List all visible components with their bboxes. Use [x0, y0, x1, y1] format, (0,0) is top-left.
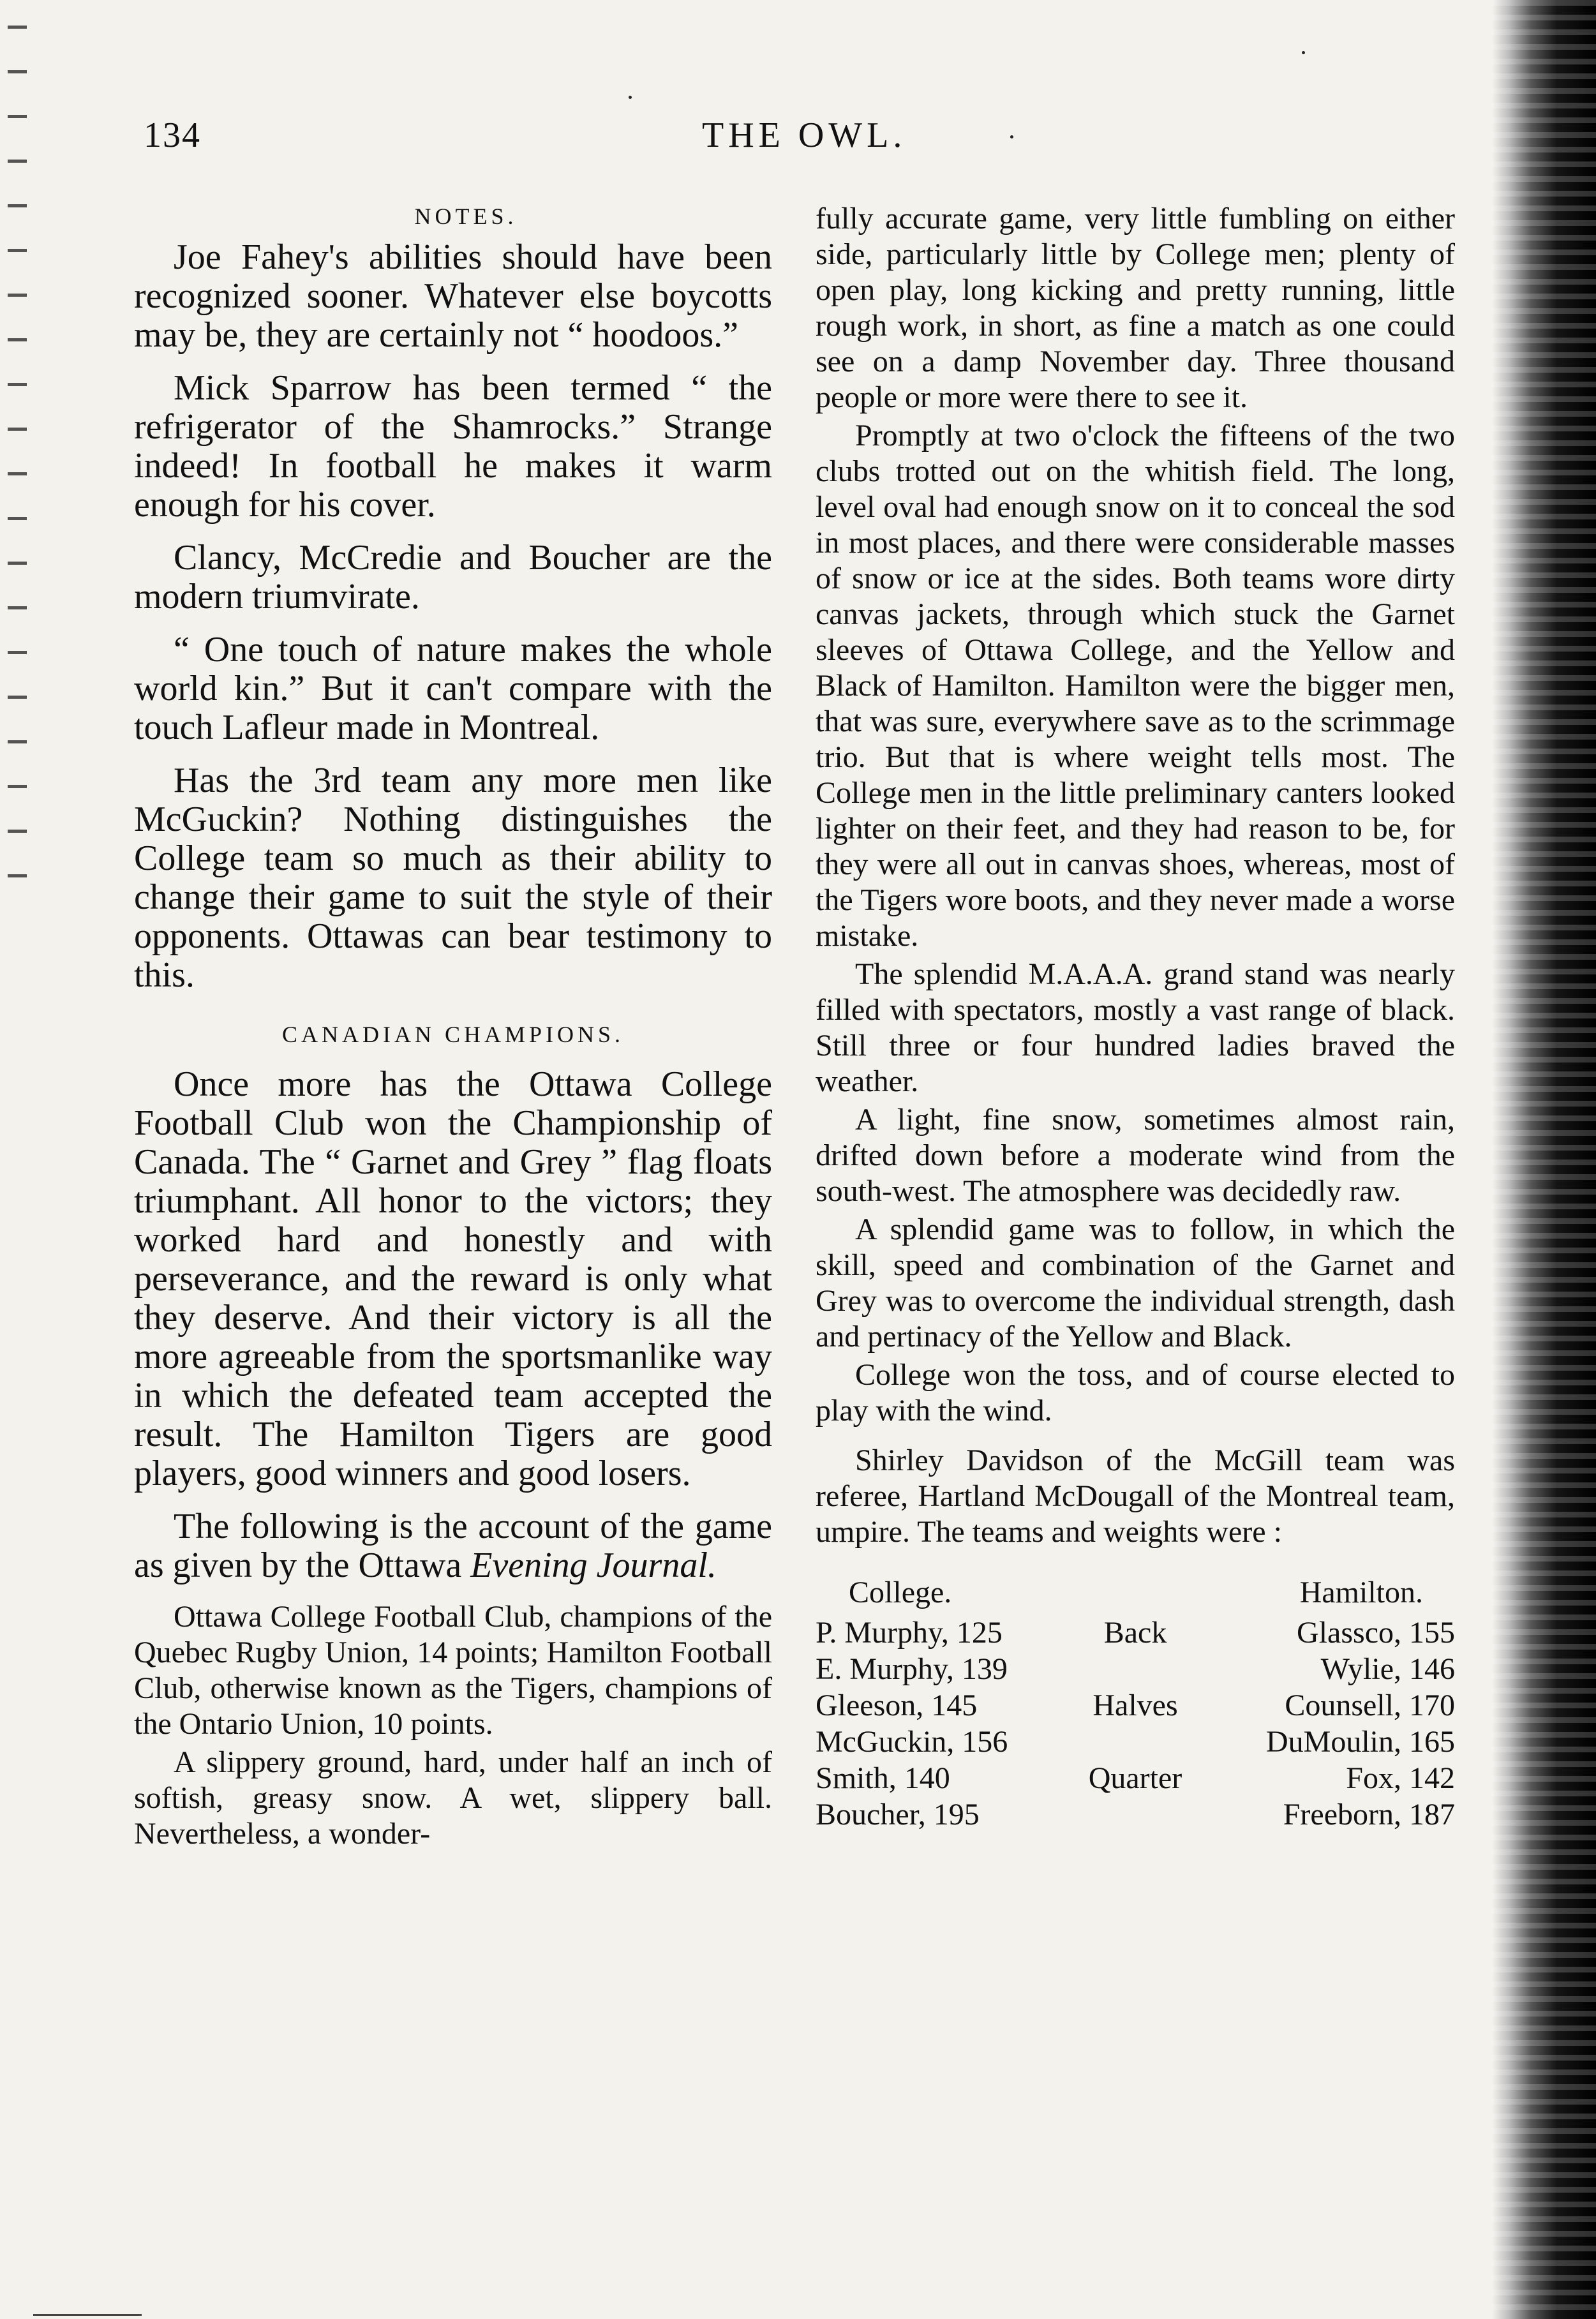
scan-speck	[1302, 51, 1305, 54]
scan-speck	[1010, 135, 1013, 138]
team-lineup-row	[816, 1724, 1455, 1760]
note-paragraph: “ One touch of nature makes the whole world kin.” But it can't compare with the touch Lafleur made in Montreal.	[134, 630, 772, 747]
report-paragraph: A light, fine snow, sometimes almost rain, drifted down before a moderate wind from the south-west. The atmosphere was decidedly raw.	[816, 1103, 1455, 1208]
college-player: Boucher, 195	[816, 1798, 980, 1831]
continued-paragraph: fully accurate game, very little fumbling on either side, particularly little by College men; plenty of open play, long kicking and pretty running, little rough work, in short, as fine a match as one could see on a damp November day. Three thousand people or more were there to see it.	[816, 202, 1455, 414]
team-lineup-row	[816, 1651, 1455, 1687]
player-position	[1067, 1651, 1204, 1687]
bottom-scan-line	[33, 2314, 142, 2316]
team-lineup-table	[816, 1574, 1455, 1833]
hamilton-player: DuMoulin, 165	[1265, 1725, 1455, 1759]
report-paragraph: Promptly at two o'clock the fifteens of the two clubs trotted out on the whitish field. The long, level oval had enough snow on it to conceal the sod in most places, and there were considerable masses of snow or ice at the sides. Both teams wore dirty canvas jackets, through which stuck the Garnet sleeves of Ottawa College, and the Yellow and Black of Hamilton. Hamilton were the bigger men, that was sure, everywhere save as to the scrimmage trio. But that is where weight tells most. The College men in the little preliminary canters looked lighter on their feet, and they had reason to be, for they were all out in canvas shoes, whereas, most of the Tigers wore boots, and they never made a worse mistake.	[816, 419, 1455, 953]
player-position: Back	[1103, 1616, 1167, 1650]
report-paragraph: A slippery ground, hard, under half an inch of softish, greasy snow. A wet, slippery ball. Nevertheless, a wonder-	[134, 1745, 772, 1851]
hamilton-player: Fox, 142	[1346, 1761, 1455, 1795]
team-lineup-header	[816, 1574, 1455, 1614]
college-player: P. Murphy, 125	[816, 1616, 1003, 1650]
report-paragraph: College won the toss, and of course elected to play with the wind.	[816, 1358, 1455, 1428]
scan-speck	[629, 96, 632, 99]
player-position	[1067, 1796, 1204, 1833]
hamilton-player: Counsell, 170	[1285, 1689, 1455, 1722]
note-paragraph: Has the 3rd team any more men like McGuckin? Nothing distinguishes the College team so much as their ability to change their game to suit the style of their opponents. Ottawas can bear testimony to this.	[134, 761, 772, 995]
hamilton-player: Wylie, 146	[1320, 1652, 1455, 1686]
champions-paragraph: Once more has the Ottawa College Football Club won the Championship of Canada. The “ Garnet and Grey ” flag floats triumphant. All honor to the victors; they worked hard and honestly and with perseverance, and the reward is only what they deserve. And their victory is all the more agreeable from the sportsmanlike way in which the defeated team accepted the result. The Hamilton Tigers are good players, good winners and good losers.	[134, 1064, 772, 1493]
note-paragraph: Clancy, McCredie and Boucher are the modern triumvirate.	[134, 538, 772, 616]
notes-heading: NOTES.	[414, 204, 518, 229]
running-head: THE OWL.	[702, 116, 907, 155]
player-position: Halves	[1093, 1689, 1178, 1722]
college-player: Gleeson, 145	[816, 1689, 978, 1722]
college-player: McGuckin, 156	[816, 1725, 1008, 1759]
team-lineup-row	[816, 1614, 1455, 1651]
hamilton-player: Glassco, 155	[1297, 1616, 1455, 1650]
team-lineup-row	[816, 1687, 1455, 1724]
college-player: Smith, 140	[816, 1761, 950, 1795]
right-column	[816, 201, 1455, 1833]
team-lineup-row	[816, 1796, 1455, 1833]
hamilton-player: Freeborn, 187	[1283, 1798, 1455, 1831]
note-paragraph: Mick Sparrow has been termed “ the refrigerator of the Shamrocks.” Strange indeed! In football he makes it warm enough for his cover.	[134, 368, 772, 525]
player-position	[1067, 1724, 1204, 1760]
scanned-page-edge	[1492, 0, 1596, 2319]
left-column	[134, 201, 772, 1852]
college-player: E. Murphy, 139	[816, 1652, 1008, 1686]
report-paragraph: A splendid game was to follow, in which the skill, speed and combination of the Garnet and Grey was to overcome the individual strength, dash and pertinacy of the Yellow and Black.	[816, 1212, 1455, 1353]
player-position: Quarter	[1088, 1761, 1182, 1795]
page-number: 134	[144, 116, 201, 155]
referee-paragraph: Shirley Davidson of the McGill team was referee, Hartland McDougall of the Montreal team, umpire. The teams and weights were :	[816, 1443, 1455, 1549]
note-paragraph: Joe Fahey's abilities should have been recognized sooner. Whatever else boycotts may be, they are certainly not “ hoodoos.”	[134, 237, 772, 355]
report-paragraph: The splendid M.A.A.A. grand stand was nearly filled with spectators, mostly a vast range of black. Still three or four hundred ladies braved the weather.	[816, 957, 1455, 1098]
hamilton-team-label: Hamilton.	[1299, 1576, 1423, 1609]
left-margin-scan-marks	[8, 26, 27, 919]
team-lineup-row	[816, 1760, 1455, 1796]
account-intro-text: The following is the account of the game as given by the Ottawa	[134, 1507, 772, 1585]
account-intro-paragraph	[134, 1507, 772, 1585]
report-paragraph: Ottawa College Football Club, champions of the Quebec Rugby Union, 14 points; Hamilton Football Club, otherwise known as the Tigers, champions of the Ontario Union, 10 points.	[134, 1600, 772, 1741]
account-source: Evening Journal.	[470, 1546, 717, 1585]
college-team-label: College.	[849, 1576, 952, 1609]
champions-heading: CANADIAN CHAMPIONS.	[281, 1022, 625, 1047]
